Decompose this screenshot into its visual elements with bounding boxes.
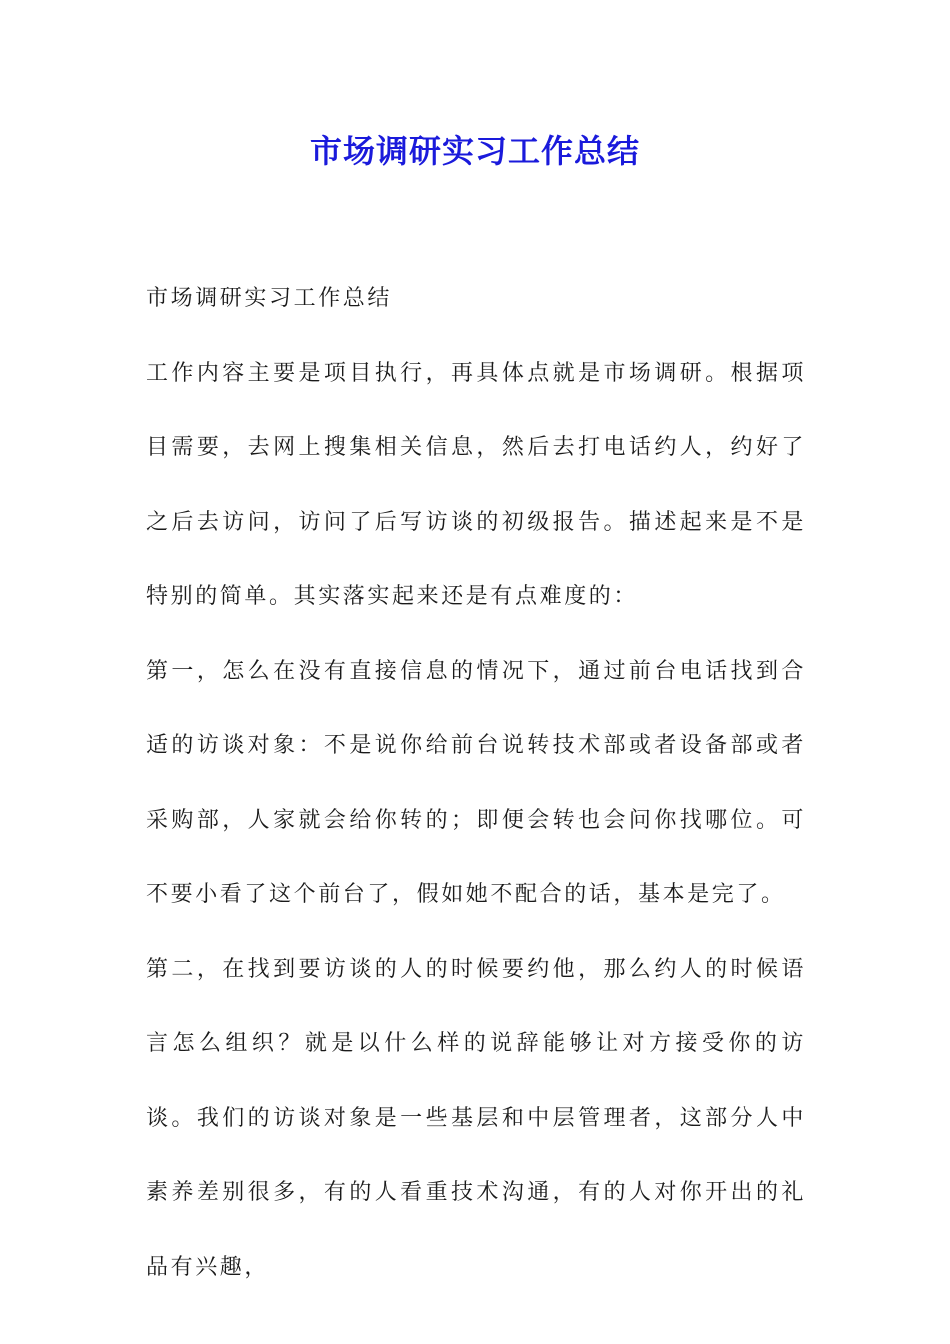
body-paragraph: 第二，在找到要访谈的人的时候要约他，那么约人的时候语言怎么组织？就是以什么样的说辞能够让对方接受你的访谈。我们的访谈对象是一些基层和中层管理者，这部分人中素养差别很多，有的人看重技术沟通，有的人对你开出的礼品有兴趣， <box>146 956 806 1280</box>
body-paragraph: 第一，怎么在没有直接信息的情况下，通过前台电话找到合适的访谈对象：不是说你给前台说转技术部或者设备部或者采购部，人家就会给你转的；即便会转也会问你找哪位。可不要小看了这个前台了，假如她不配合的话，基本是完了。 <box>146 658 806 907</box>
subtitle-paragraph: 市场调研实习工作总结 <box>146 286 393 311</box>
body-paragraph: 工作内容主要是项目执行，再具体点就是市场调研。根据项目需要，去网上搜集相关信息，然后去打电话约人，约好了之后去访问，访问了后写访谈的初级报告。描述起来是不是特别的简单。其实落实起来还是有点难度的： <box>146 360 806 609</box>
document-title: 市场调研实习工作总结 <box>309 132 640 170</box>
document-body <box>146 262 806 1305</box>
